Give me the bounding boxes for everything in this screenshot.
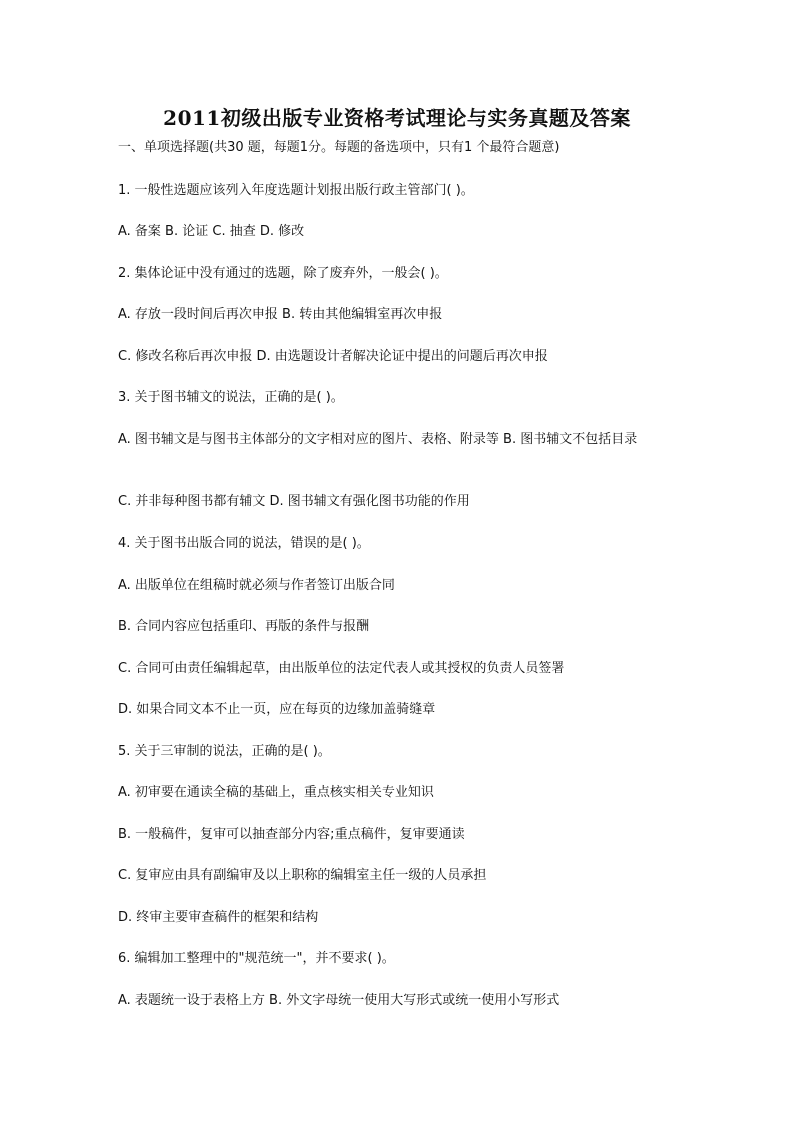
question-5-option-c: C. 复审应由具有副编审及以上职称的编辑室主任一级的人员承担 bbox=[118, 868, 487, 883]
question-2-options-cd: C. 修改名称后再次申报 D. 由选题设计者解决论证中提出的问题后再次申报 bbox=[118, 349, 548, 364]
question-4: 4. 关于图书出版合同的说法，错误的是( )。 bbox=[118, 536, 370, 551]
question-3-options-cd: C. 并非每种图书都有辅文 D. 图书辅文有强化图书功能的作用 bbox=[118, 494, 470, 509]
question-5-option-b: B. 一般稿件，复审可以抽查部分内容;重点稿件，复审要通读 bbox=[118, 827, 465, 842]
question-2: 2. 集体论证中没有通过的选题，除了废弃外，一般会( )。 bbox=[118, 266, 448, 281]
question-1: 1. 一般性选题应该列入年度选题计划报出版行政主管部门( )。 bbox=[118, 183, 474, 198]
question-4-option-d: D. 如果合同文本不止一页，应在每页的边缘加盖骑缝章 bbox=[118, 702, 436, 717]
question-1-options: A. 备案 B. 论证 C. 抽查 D. 修改 bbox=[118, 224, 305, 239]
question-4-option-c: C. 合同可由责任编辑起草，由出版单位的法定代表人或其授权的负责人员签署 bbox=[118, 661, 565, 676]
question-4-option-a: A. 出版单位在组稿时就必须与作者签订出版合同 bbox=[118, 578, 395, 593]
question-5-option-d: D. 终审主要审查稿件的框架和结构 bbox=[118, 910, 319, 925]
question-4-option-b: B. 合同内容应包括重印、再版的条件与报酬 bbox=[118, 619, 370, 634]
question-6: 6. 编辑加工整理中的"规范统一"，并不要求( )。 bbox=[118, 951, 395, 966]
question-5-option-a: A. 初审要在通读全稿的基础上，重点核实相关专业知识 bbox=[118, 785, 434, 800]
section-heading: 一、单项选择题(共30 题，每题1分。每题的备选项中，只有1 个最符合题意) bbox=[118, 140, 560, 155]
question-3: 3. 关于图书辅文的说法，正确的是( )。 bbox=[118, 390, 344, 405]
document-title: 2011初级出版专业资格考试理论与实务真题及答案 bbox=[163, 106, 631, 130]
question-5: 5. 关于三审制的说法，正确的是( )。 bbox=[118, 744, 331, 759]
question-2-options-ab: A. 存放一段时间后再次申报 B. 转由其他编辑室再次申报 bbox=[118, 307, 443, 322]
question-3-options-ab: A. 图书辅文是与图书主体部分的文字相对应的图片、表格、附录等 B. 图书辅文不包括目录 bbox=[118, 432, 638, 447]
question-6-options-ab: A. 表题统一设于表格上方 B. 外文字母统一使用大写形式或统一使用小写形式 bbox=[118, 993, 560, 1008]
